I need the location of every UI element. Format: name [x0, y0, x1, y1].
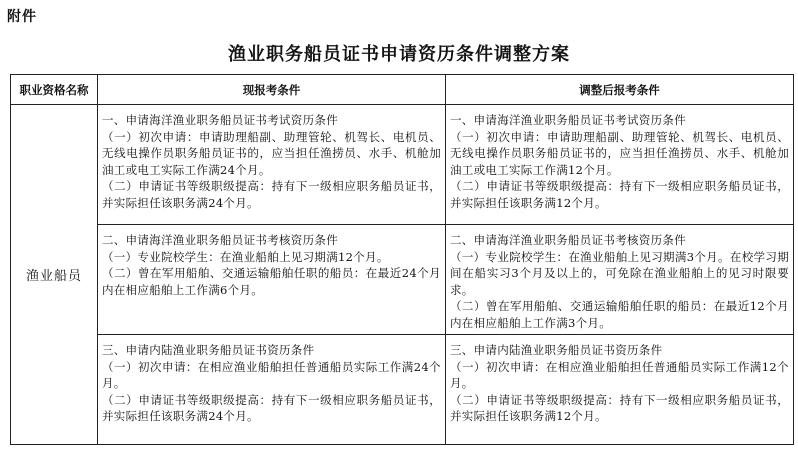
conditions-table: [10, 74, 794, 445]
document-title: 渔业职务船员证书申请资历条件调整方案: [228, 44, 570, 65]
current-conditions-cell: [98, 225, 446, 335]
qualification-name-cell: 渔业船员: [11, 105, 98, 445]
condition-heading: 二、申请海洋渔业职务船员证书考核资历条件: [450, 233, 686, 247]
condition-heading: 三、申请内陆渔业职务船员证书资历条件: [450, 343, 663, 357]
header-qualification-name: 职业资格名称: [11, 75, 98, 105]
header-adjusted-conditions: 调整后报考条件: [446, 75, 794, 105]
condition-item: （一）初次申请：申请助理船副、助理管轮、机驾长、电机员、无线电操作员职务船员证书的，应当担任渔捞员、水手、机舱加油工或电工实际工作满12个月。: [450, 129, 789, 177]
table-header-row: [11, 75, 794, 105]
current-conditions-cell: [98, 105, 446, 225]
table-row: [11, 105, 794, 225]
condition-item: （一）专业院校学生：在渔业船舶上见习期满3个月。在校学习期间在船实习3个月及以上的，可免除在渔业船舶上的见习时限要求。: [450, 249, 789, 297]
condition-item: （一）初次申请：在相应渔业船舶担任普通船员实际工作满12个月。: [450, 359, 789, 390]
condition-item: （二）曾在军用船舶、交通运输船舶任职的船员：在最近24个月内在相应船舶上工作满6个月。: [102, 266, 441, 297]
condition-heading: 三、申请内陆渔业职务船员证书资历条件: [102, 343, 315, 357]
condition-heading: 一、申请海洋渔业职务船员证书考试资历条件: [450, 113, 686, 127]
condition-heading: 二、申请海洋渔业职务船员证书考核资历条件: [102, 233, 338, 247]
header-current-conditions: 现报考条件: [98, 75, 446, 105]
condition-item: （一）专业院校学生：在渔业船舶上见习期满12个月。: [102, 249, 389, 264]
condition-item: （一）初次申请：在相应渔业船舶担任普通船员实际工作满24个月。: [102, 359, 441, 390]
adjusted-conditions-cell: [446, 225, 794, 335]
condition-item: （二）曾在军用船舶、交通运输船舶任职的船员：在最近12个月内在相应船舶上工作满3个月。: [450, 299, 789, 330]
condition-item: （二）申请证书等级职级提高：持有下一级相应职务船员证书，并实际担任该职务满24个月。: [102, 179, 441, 210]
adjusted-conditions-cell: [446, 105, 794, 225]
condition-item: （二）申请证书等级职级提高：持有下一级相应职务船员证书，并实际担任该职务满24个月。: [102, 392, 441, 423]
condition-item: （二）申请证书等级职级提高：持有下一级相应职务船员证书，并实际担任该职务满12个月。: [450, 179, 789, 210]
condition-item: （一）初次申请：申请助理船副、助理管轮、机驾长、电机员、无线电操作员职务船员证书的，应当担任渔捞员、水手、机舱加油工或电工实际工作满24个月。: [102, 129, 441, 177]
condition-item: （二）申请证书等级职级提高：持有下一级相应职务船员证书，并实际担任该职务满12个月。: [450, 392, 789, 423]
attachment-label: 附件: [7, 9, 37, 25]
adjusted-conditions-cell: [446, 335, 794, 445]
table-row: [11, 225, 794, 335]
table-row: [11, 335, 794, 445]
condition-heading: 一、申请海洋渔业职务船员证书考试资历条件: [102, 113, 338, 127]
current-conditions-cell: [98, 335, 446, 445]
